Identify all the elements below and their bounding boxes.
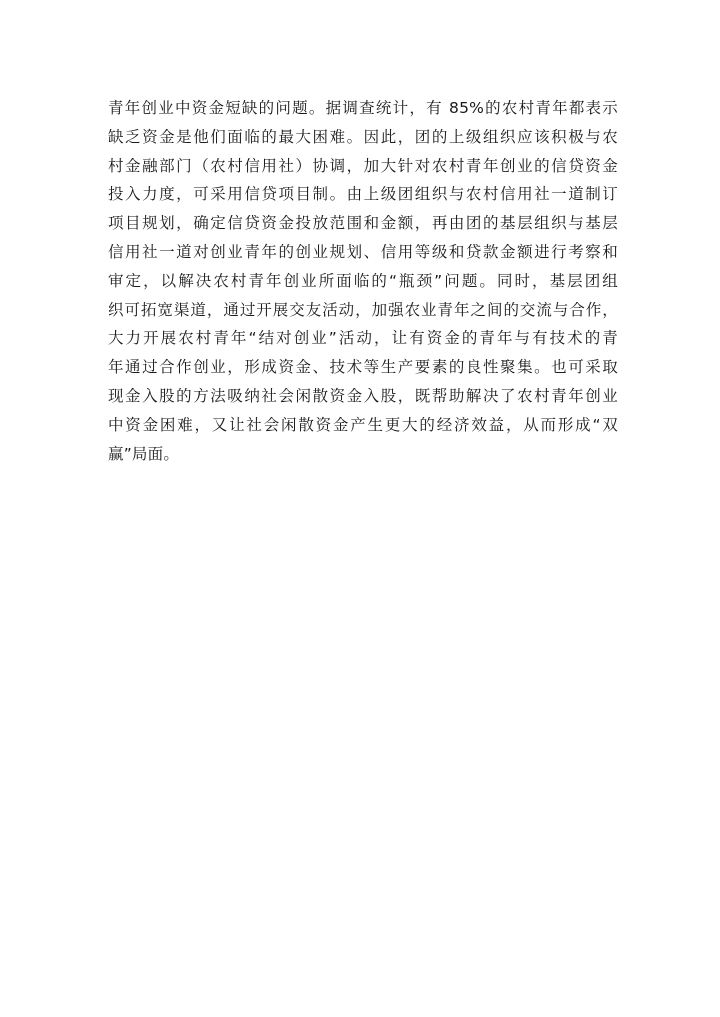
paragraph-line: 大力开展农村青年“结对创业”活动，让有资金的青年与有技术的青: [108, 329, 618, 348]
paragraph-line: 年通过合作创业，形成资金、技术等生产要素的良性聚集。也可采取: [108, 358, 618, 377]
paragraph-line: 缺乏资金是他们面临的最大困难。因此，团的上级组织应该积极与农: [108, 127, 618, 146]
paragraph-line: 审定，以解决农村青年创业所面临的“瓶颈”问题。同时，基层团组: [108, 271, 618, 290]
paragraph-line: 项目规划，确定信贷资金投放范围和金额，再由团的基层组织与基层: [108, 214, 618, 233]
paragraph-line: 村金融部门（农村信用社）协调，加大针对农村青年创业的信贷资金: [108, 156, 618, 175]
paragraph-line: 投入力度，可采用信贷项目制。由上级团组织与农村信用社一道制订: [108, 185, 618, 204]
paragraph-line: 织可拓宽渠道，通过开展交友活动，加强农业青年之间的交流与合作，: [108, 300, 618, 319]
paragraph-line: 青年创业中资金短缺的问题。据调查统计，有 85%的农村青年都表示: [108, 99, 618, 117]
paragraph-line: 中资金困难，又让社会闲散资金产生更大的经济效益，从而形成“双: [108, 415, 618, 434]
paragraph-line: 赢”局面。: [108, 444, 180, 463]
paragraph-line: 现金入股的方法吸纳社会闲散资金入股，既帮助解决了农村青年创业: [108, 386, 618, 405]
paragraph-line: 信用社一道对创业青年的创业规划、信用等级和贷款金额进行考察和: [108, 242, 618, 261]
body-paragraph: [108, 94, 618, 468]
